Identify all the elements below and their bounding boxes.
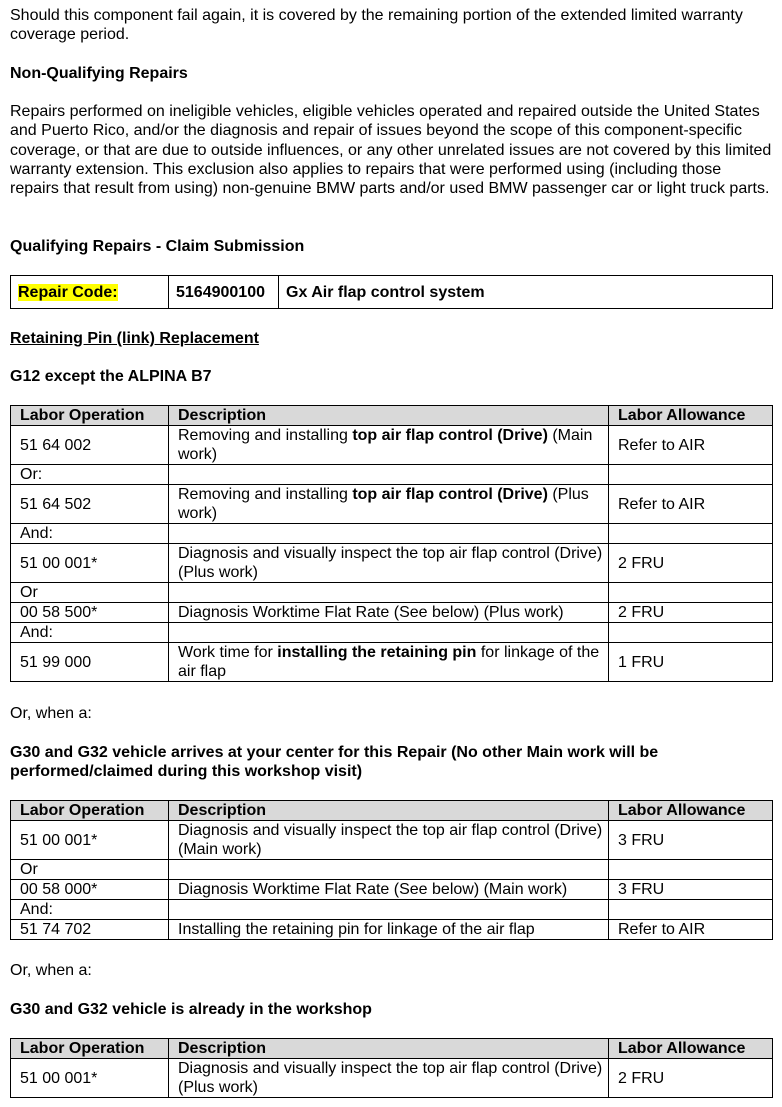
non-qualifying-text: Repairs performed on ineligible vehicles, eligible vehicles operated and repaired outside the United States and Puerto Rico, and/or the diagnosis and repair of issues beyond the scope of this component-specific coverage, or that are due to outside influences, or any other unrelated issues are not covered by this limited warranty extension. This exclusion also applies to repairs that were performed using (including those repairs that result from using) non-genuine BMW parts and/or used BMW passenger car or light truck parts. (10, 103, 772, 198)
table-row (11, 583, 773, 603)
labor-description: Diagnosis and visually inspect the top air flap control (Drive) (Plus work) (169, 1059, 609, 1098)
table-header-row (11, 801, 773, 821)
table-row (11, 880, 773, 900)
labor-operation: Or (11, 860, 169, 880)
section-title: Retaining Pin (link) Replacement (10, 330, 259, 347)
labor-allowance: 2 FRU (609, 544, 773, 583)
repair-code-label-cell (11, 276, 169, 309)
table-row (11, 603, 773, 623)
labor-operation: And: (11, 900, 169, 920)
table-row (11, 643, 773, 682)
table-row (11, 465, 773, 485)
labor-operation: And: (11, 623, 169, 643)
header-labor-allowance: Labor Allowance (609, 406, 773, 426)
labor-operation: 51 00 001* (11, 1059, 169, 1098)
repair-code-row (11, 276, 773, 309)
non-qualifying-heading: Non-Qualifying Repairs (10, 65, 188, 82)
table-row (11, 1059, 773, 1098)
labor-allowance: Refer to AIR (609, 485, 773, 524)
qualifying-heading: Qualifying Repairs - Claim Submission (10, 238, 305, 255)
labor-operation: 51 74 702 (11, 920, 169, 940)
table-row (11, 821, 773, 860)
header-description: Description (169, 1039, 609, 1059)
header-description: Description (169, 801, 609, 821)
labor-description: Diagnosis Worktime Flat Rate (See below) (Plus work) (169, 603, 609, 623)
labor-description: Diagnosis and visually inspect the top air flap control (Drive) (Main work) (169, 821, 609, 860)
labor-operation: 51 64 002 (11, 426, 169, 465)
repair-code-table (10, 275, 773, 309)
table-row (11, 524, 773, 544)
labor-description: Removing and installing top air flap control (Drive) (Plus work) (169, 485, 609, 524)
labor-operation: 51 64 502 (11, 485, 169, 524)
header-description: Description (169, 406, 609, 426)
or-when-text: Or, when a: (10, 705, 92, 722)
table-row (11, 485, 773, 524)
repair-code-description: Gx Air flap control system (279, 276, 773, 309)
intro-paragraph: Should this component fail again, it is covered by the remaining portion of the extended limited warranty coverage period. (10, 7, 743, 44)
labor-operation: 00 58 500* (11, 603, 169, 623)
header-labor-operation: Labor Operation (11, 1039, 169, 1059)
labor-allowance: Refer to AIR (609, 920, 773, 940)
table-row (11, 920, 773, 940)
labor-allowance: 2 FRU (609, 1059, 773, 1098)
g12-heading: G12 except the ALPINA B7 (10, 368, 212, 385)
table-row (11, 900, 773, 920)
labor-operation: 51 00 001* (11, 544, 169, 583)
labor-operation: Or (11, 583, 169, 603)
table-row (11, 860, 773, 880)
labor-operation: 51 99 000 (11, 643, 169, 682)
table-row (11, 544, 773, 583)
table-header-row (11, 406, 773, 426)
g30-workshop-heading: G30 and G32 vehicle is already in the workshop (10, 1001, 372, 1018)
g30-arrives-heading: G30 and G32 vehicle arrives at your center for this Repair (No other Main work will be performed/claimed during this workshop visit) (10, 744, 659, 781)
labor-operation: And: (11, 524, 169, 544)
labor-allowance: Refer to AIR (609, 426, 773, 465)
table-header-row (11, 1039, 773, 1059)
labor-allowance: 3 FRU (609, 880, 773, 900)
header-labor-operation: Labor Operation (11, 406, 169, 426)
labor-description: Work time for installing the retaining pin for linkage of the air flap (169, 643, 609, 682)
table-row (11, 623, 773, 643)
labor-description: Installing the retaining pin for linkage of the air flap (169, 920, 609, 940)
or-when-text: Or, when a: (10, 962, 92, 979)
labor-allowance: 2 FRU (609, 603, 773, 623)
repair-code-value: 5164900100 (169, 276, 279, 309)
g12-labor-table (10, 405, 773, 682)
g30-arrives-labor-table (10, 800, 773, 940)
labor-description: Diagnosis Worktime Flat Rate (See below) (Main work) (169, 880, 609, 900)
g30-workshop-labor-table (10, 1038, 773, 1098)
labor-allowance: 1 FRU (609, 643, 773, 682)
header-labor-operation: Labor Operation (11, 801, 169, 821)
labor-description: Removing and installing top air flap control (Drive) (Main work) (169, 426, 609, 465)
labor-description: Diagnosis and visually inspect the top air flap control (Drive) (Plus work) (169, 544, 609, 583)
labor-operation: 00 58 000* (11, 880, 169, 900)
labor-operation: 51 00 001* (11, 821, 169, 860)
labor-operation: Or: (11, 465, 169, 485)
header-labor-allowance: Labor Allowance (609, 801, 773, 821)
table-row (11, 426, 773, 465)
repair-code-label: Repair Code: (18, 283, 118, 301)
header-labor-allowance: Labor Allowance (609, 1039, 773, 1059)
labor-allowance: 3 FRU (609, 821, 773, 860)
